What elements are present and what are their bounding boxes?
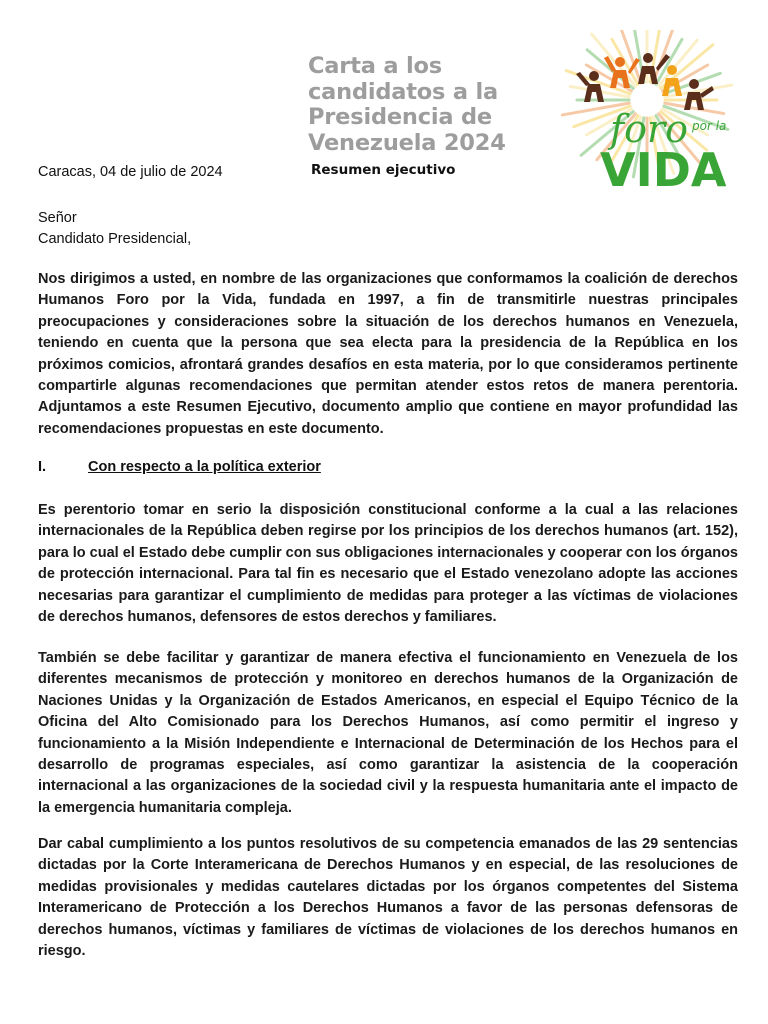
title-line: Carta a los xyxy=(308,53,442,79)
document-subtitle: Resumen ejecutivo xyxy=(311,162,456,178)
section-number: I. xyxy=(38,459,47,475)
section-title: Con respecto a la política exterior xyxy=(88,459,321,475)
title-line: Venezuela 2024 xyxy=(308,129,506,156)
logo-word-por-la: por la xyxy=(692,119,727,133)
foro-por-la-vida-logo xyxy=(552,30,742,200)
title-line: candidatos a la xyxy=(308,78,498,105)
salutation-line: Candidato Presidencial, xyxy=(38,231,192,247)
logo-word-foro: foro xyxy=(610,107,688,151)
document-title xyxy=(308,54,558,156)
logo-word-vida: VIDA xyxy=(600,143,727,197)
paragraph-1: Es perentorio tomar en serio la disposición constitucional conforme a la cual a las relaciones internacionales de la República deben regirse por los principios de los derechos humanos (art. 152), para lo cual el Estado debe cumplir con sus obligaciones internacionales y cooperar con los órganos de protección internacional. Para tal fin es necesario que el Estado venezolano adopte las acciones necesarias para garantizar el cumplimiento de medidas para proteger a las víctimas de violaciones de derechos humanos, defensores de estos derechos y familiares. xyxy=(38,502,738,626)
paragraph-2: También se debe facilitar y garantizar de manera efectiva el funcionamiento en Venezuela de los diferentes mecanismos de protección y monitoreo en derechos humanos de la Organización de Naciones Unidas y la Organización de Estados Americanos, en especial el Equipo Técnico de la Oficina del Alto Comisionado para los Derechos Humanos, así como permitir el ingreso y funcionamiento a la Misión Independiente e Internacional de Determinación de los Hechos para el desarrollo de programas especiales, así como garantizar la asistencia de la cooperación internacional a las organizaciones de la sociedad civil y la respuesta humanitaria ante el impacto de la emergencia humanitaria compleja. xyxy=(38,650,738,816)
intro-paragraph: Nos dirigimos a usted, en nombre de las organizaciones que conformamos la coalición de derechos Humanos Foro por la Vida, fundada en 1997, a fin de transmitirle nuestras principales preocupaciones y consideraciones sobre la situación de los derechos humanos en Venezuela, teniendo en cuenta que la persona que sea electa para la presidencia de la República en los próximos comicios, afrontará grandes desafíos en esta materia, por lo que consideramos pertinente compartirle algunas recomendaciones que permitan atender estos retos de manera perentoria. Adjuntamos a este Resumen Ejecutivo, documento amplio que contiene en mayor profundidad las recomendaciones propuestas en este documento. xyxy=(38,271,738,437)
letter-date: Caracas, 04 de julio de 2024 xyxy=(38,164,223,180)
salutation-line: Señor xyxy=(38,210,77,226)
paragraph-3: Dar cabal cumplimiento a los puntos resolutivos de su competencia emanados de las 29 sentencias dictadas por la Corte Interamericana de Derechos Humanos y en especial, de las resoluciones de medidas provisionales y medidas cautelares dictadas por los órganos competentes del Sistema Interamericano de Protección a los Derechos Humanos a favor de las personas defensoras de derechos humanos, víctimas y familiares de víctimas de violaciones de los derechos humanos en riesgo. xyxy=(38,836,738,960)
title-line: Presidencia de xyxy=(308,104,492,130)
salutation xyxy=(38,208,191,250)
section-heading xyxy=(38,459,321,475)
